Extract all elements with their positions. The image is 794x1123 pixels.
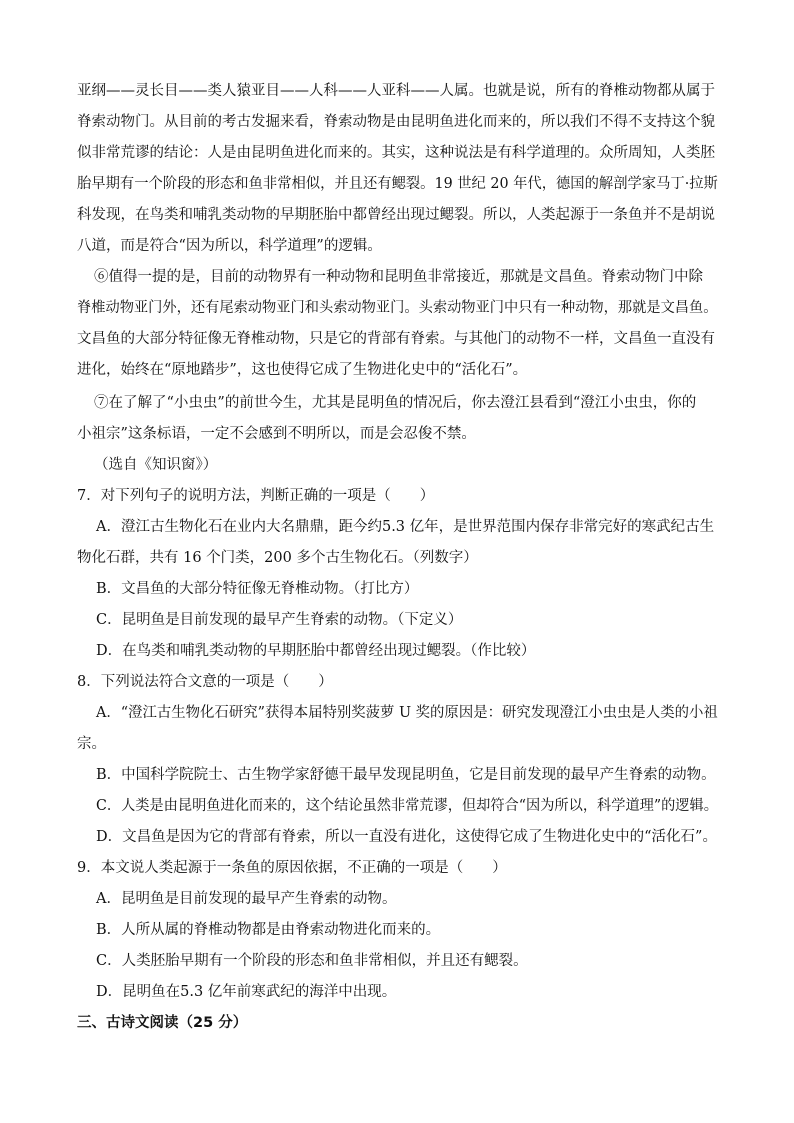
question-7-option-b: B．文昌鱼的大部分特征像无脊椎动物。（打比方） [96, 581, 419, 597]
question-7-option-c: C．昆明鱼是目前发现的最早产生脊索的动物。（下定义） [96, 612, 463, 628]
passage-line: 脊索动物门。从目前的考古发掘来看，脊索动物是由昆明鱼进化而来的，所以我们不得不支持这个貌 [77, 114, 715, 130]
question-9-option-d: D．昆明鱼在5.3 亿年前寒武纪的海洋中出现。 [96, 984, 397, 1000]
question-8-stem: 8．下列说法符合文意的一项是（ ） [77, 674, 333, 690]
passage-line: 文昌鱼的大部分特征像无脊椎动物，只是它的背部有脊索。与其他门的动物不一样，文昌鱼一直没有 [77, 331, 715, 347]
section-heading: 三、古诗文阅读（25 分） [77, 1015, 248, 1031]
question-7-option-a-cont: 物化石群，共有 16 个门类，200 多个古生物化石。（列数字） [77, 550, 478, 566]
passage-line: 科发现，在鸟类和哺乳类动物的早期胚胎中都曾经出现过鳃裂。所以，人类起源于一条鱼并不是胡说 [77, 207, 715, 223]
passage-line: 进化，始终在“原地踏步”，这也使得它成了生物进化史中的“活化石”。 [77, 362, 528, 378]
question-8-option-c: C．人类是由昆明鱼进化而来的，这个结论虽然非常荒谬，但却符合“因为所以，科学道理”的逻辑。 [96, 798, 718, 814]
passage-line: 八道，而是符合“因为所以，科学道理”的逻辑。 [77, 238, 382, 254]
question-7-stem: 7．对下列句子的说明方法，判断正确的一项是（ ） [77, 488, 435, 504]
question-8-option-a: A．“澄江古生物化石研究”获得本届特别奖菠萝 U 奖的原因是：研究发现澄江小虫虫是人类的小祖 [96, 705, 718, 721]
question-7-option-a: A．澄江古生物化石在业内大名鼎鼎，距今约5.3 亿年，是世界范围内保存非常完好的寒武纪古生 [96, 519, 715, 535]
passage-line: 脊椎动物亚门外，还有尾索动物亚门和头索动物亚门。头索动物亚门中只有一种动物，那就是文昌鱼。 [77, 300, 718, 316]
question-9-option-c: C．人类胚胎早期有一个阶段的形态和鱼非常相似，并且还有鳃裂。 [96, 953, 528, 969]
question-9-stem: 9．本文说人类起源于一条鱼的原因依据，不正确的一项是（ ） [77, 860, 507, 876]
question-8-option-d: D．文昌鱼是因为它的背部有脊索，所以一直没有进化，这使得它成了生物进化史中的“活化石”。 [96, 829, 717, 845]
question-8-option-a-cont: 宗。 [77, 736, 106, 752]
passage-line: 胎早期有一个阶段的形态和鱼非常相似，并且还有鳃裂。19 世纪 20 年代，德国的解剖学家马丁·拉斯 [77, 176, 718, 192]
passage-line: 似非常荒谬的结论：人是由昆明鱼进化而来的。其实，这种说法是有科学道理的。众所周知，人类胚 [77, 145, 715, 161]
paragraph-6-start: ⑥值得一提的是，目前的动物界有一种动物和昆明鱼非常接近，那就是文昌鱼。脊索动物门中除 [94, 269, 703, 285]
question-9-option-b: B．人所从属的脊椎动物都是由脊索动物进化而来的。 [96, 922, 441, 938]
question-8-option-b: B．中国科学院院士、古生物学家舒德干最早发现昆明鱼，它是目前发现的最早产生脊索的动物。 [96, 767, 716, 783]
passage-source: （选自《知识窗》） [94, 457, 218, 473]
question-7-option-d: D．在鸟类和哺乳类动物的早期胚胎中都曾经出现过鳃裂。（作比较） [96, 643, 536, 659]
passage-line: 小祖宗”这条标语，一定不会感到不明所以，而是会忍俊不禁。 [77, 426, 476, 442]
passage-line: 亚纲——灵长目——类人猿亚目——人科——人亚科——人属。也就是说，所有的脊椎动物都从属于 [77, 83, 715, 99]
question-9-option-a: A．昆明鱼是目前发现的最早产生脊索的动物。 [96, 891, 397, 907]
paragraph-7-start: ⑦在了解了“小虫虫”的前世今生，尤其是昆明鱼的情况后，你去澄江县看到“澄江小虫虫，你的 [94, 395, 697, 411]
